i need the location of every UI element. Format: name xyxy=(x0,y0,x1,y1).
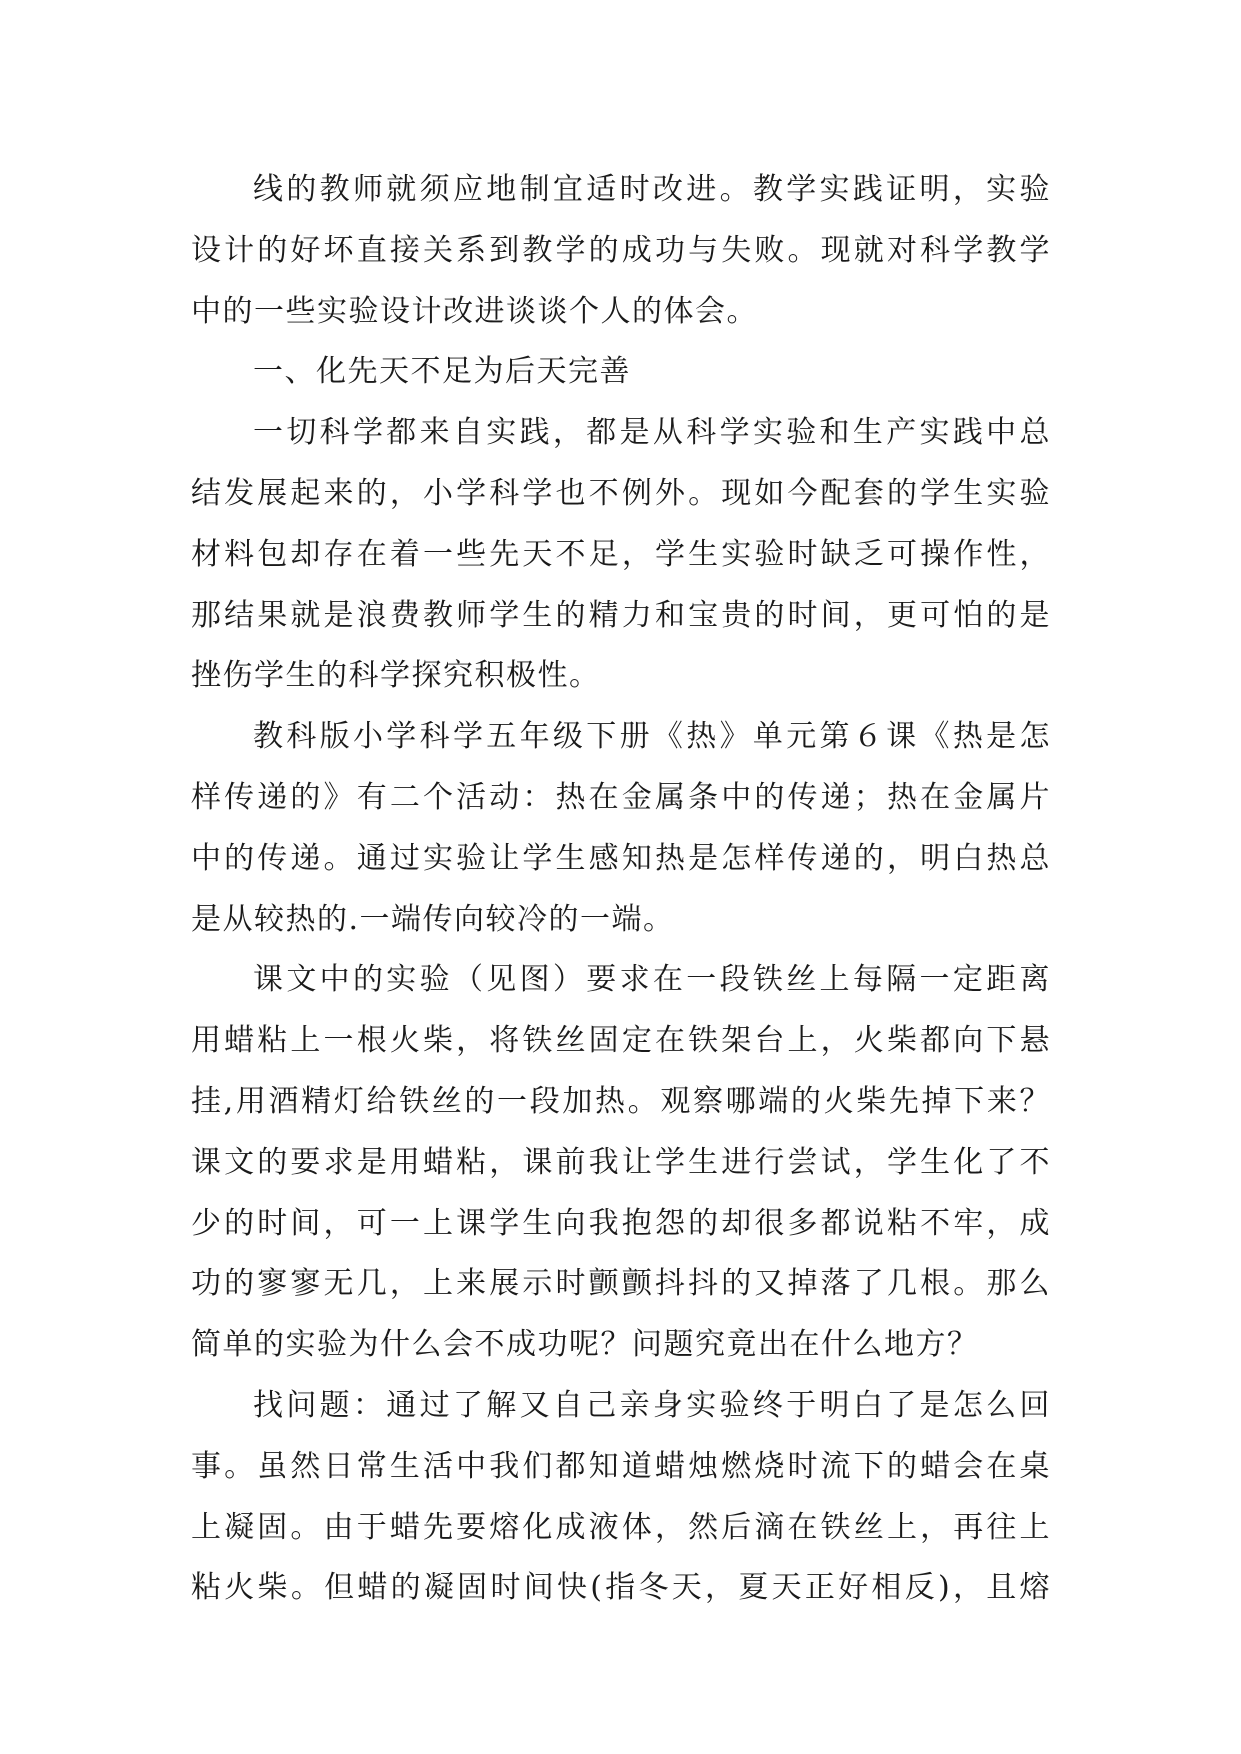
paragraph-line: 挫伤学生的科学探究积极性。 xyxy=(191,658,601,694)
paragraph-line: 挂,用酒精灯给铁丝的一段加热。观察哪端的火柴先掉下来？ xyxy=(191,1083,1051,1119)
paragraph-line: 找问题：通过了解又自己亲身实验终于明白了是怎么回 xyxy=(253,1387,1051,1423)
paragraph-line: 材料包却存在着一些先天不足，学生实验时缺乏可操作性， xyxy=(191,536,1051,572)
paragraph-line: 样传递的》有二个活动：热在金属条中的传递；热在金属片 xyxy=(191,779,1051,815)
paragraph-line: 用蜡粘上一根火柴，将铁丝固定在铁架台上，火柴都向下悬 xyxy=(191,1023,1051,1059)
paragraph-line: 那结果就是浪费教师学生的精力和宝贵的时间，更可怕的是 xyxy=(191,597,1051,633)
paragraph-line: 粘火柴。但蜡的凝固时间快(指冬天，夏天正好相反)，且熔 xyxy=(191,1570,1051,1606)
paragraph-line: 是从较热的.一端传向较冷的一端。 xyxy=(191,901,675,937)
paragraph-line: 上凝固。由于蜡先要熔化成液体，然后滴在铁丝上，再往上 xyxy=(191,1509,1051,1545)
paragraph-line: 中的一些实验设计改进谈谈个人的体会。 xyxy=(191,293,758,329)
paragraph-line: 线的教师就须应地制宜适时改进。教学实践证明，实验 xyxy=(253,172,1051,207)
paragraph-line: 设计的好坏直接关系到教学的成功与失败。现就对科学教学 xyxy=(191,232,1051,268)
paragraph-line: 事。虽然日常生活中我们都知道蜡烛燃烧时流下的蜡会在桌 xyxy=(191,1448,1051,1484)
paragraph-line: 课文的要求是用蜡粘，课前我让学生进行尝试，学生化了不 xyxy=(191,1144,1051,1180)
paragraph-line: 简单的实验为什么会不成功呢？问题究竟出在什么地方？ xyxy=(191,1327,979,1363)
paragraph-line: 课文中的实验（见图）要求在一段铁丝上每隔一定距离 xyxy=(253,962,1051,998)
paragraph-line: 教科版小学科学五年级下册《热》单元第６课《热是怎 xyxy=(253,719,1051,755)
document-body xyxy=(191,160,1051,1619)
paragraph-line: 中的传递。通过实验让学生感知热是怎样传递的，明白热总 xyxy=(191,840,1051,876)
section-heading: 一、化先天不足为后天完善 xyxy=(253,354,631,390)
paragraph-line: 功的寥寥无几，上来展示时颤颤抖抖的又掉落了几根。那么 xyxy=(191,1266,1051,1302)
paragraph-line: 一切科学都来自实践，都是从科学实验和生产实践中总 xyxy=(253,415,1051,451)
paragraph-line: 少的时间，可一上课学生向我抱怨的却很多都说粘不牢，成 xyxy=(191,1205,1051,1241)
paragraph-line: 结发展起来的，小学科学也不例外。现如今配套的学生实验 xyxy=(191,475,1051,511)
